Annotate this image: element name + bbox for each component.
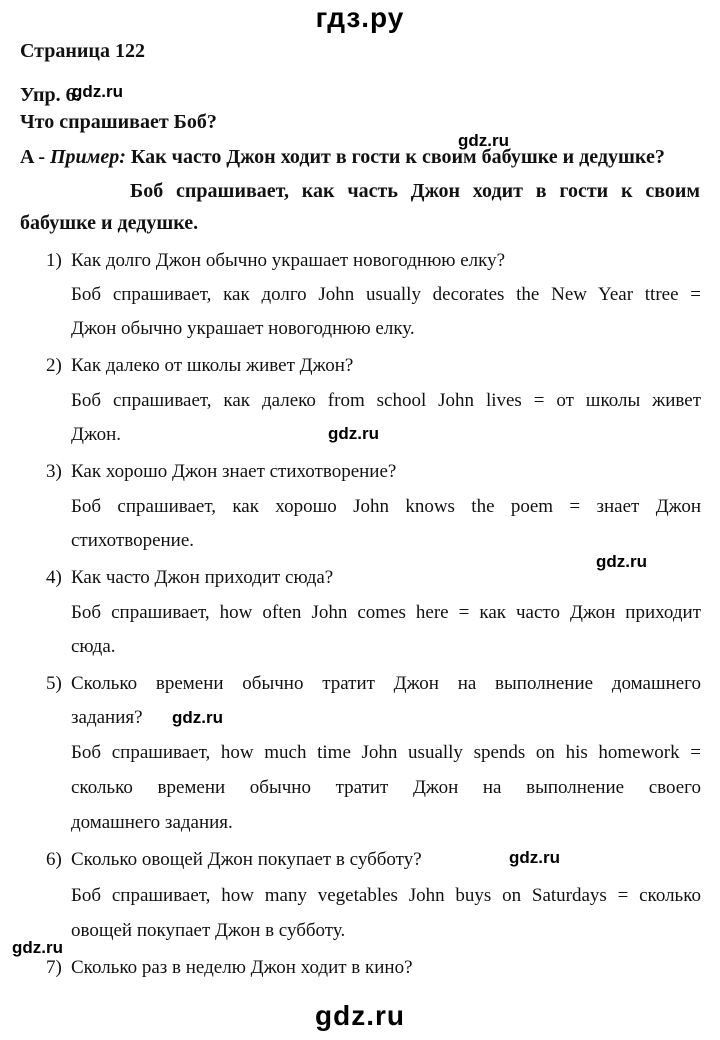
item-number: 1) (46, 250, 62, 271)
example-answer-line1: Боб спрашивает, как часть Джон ходит в гости к своим (130, 180, 700, 202)
example-marker: A - (20, 146, 45, 168)
item-number: 4) (46, 567, 62, 588)
item-question: Сколько овощей Джон покупает в субботу? (71, 849, 422, 870)
item-question: Как долго Джон обычно украшает новогоднюю елку? (71, 250, 506, 271)
item-question: Как далеко от школы живет Джон? (71, 355, 354, 376)
item-question: Как хорошо Джон знает стихотворение? (71, 461, 397, 482)
example-label: Пример: (50, 146, 126, 168)
watermark: gdz.ru (596, 552, 647, 571)
item-answer-line: Джон. (71, 424, 122, 445)
watermark: gdz.ru (509, 848, 560, 867)
item-answer-line: Джон обычно украшает новогоднюю елку. (71, 318, 415, 339)
watermark: gdz.ru (172, 708, 223, 727)
item-answer-line: Боб спрашивает, how much time John usually spends on his homework = (71, 742, 701, 763)
watermark: gdz.ru (328, 424, 379, 443)
item-answer-line: Боб спрашивает, how often John comes here = как часто Джон приходит (71, 602, 701, 623)
exercise-question: Что спрашивает Боб? (20, 111, 217, 133)
item-number: 5) (46, 673, 62, 694)
example-line (20, 146, 665, 169)
item-question: Как часто Джон приходит сюда? (71, 567, 334, 588)
item-answer-line: домашнего задания. (71, 812, 233, 833)
example-answer-line2: бабушке и дедушке. (20, 212, 199, 234)
watermark: gdz.ru (72, 82, 123, 101)
item-number: 6) (46, 849, 62, 870)
site-footer-logo: gdz.ru (315, 1000, 405, 1031)
item-answer-line: овощей покупает Джон в субботу. (71, 920, 346, 941)
item-answer-line: стихотворение. (71, 530, 195, 551)
item-answer-line: сюда. (71, 636, 116, 657)
page-title: Страница 122 (20, 40, 145, 62)
item-question: Сколько раз в неделю Джон ходит в кино? (71, 957, 413, 978)
item-number: 3) (46, 461, 62, 482)
exercise-number: Упр. 6. (20, 84, 81, 106)
site-header-logo: гдз.ру (315, 2, 405, 33)
watermark: gdz.ru (458, 131, 509, 150)
item-question: задания? (71, 707, 143, 728)
item-question: Сколько времени обычно тратит Джон на выполнение домашнего (71, 673, 701, 694)
watermark: gdz.ru (12, 938, 63, 957)
item-number: 7) (46, 957, 62, 978)
item-answer-line: Боб спрашивает, how many vegetables John buys on Saturdays = сколько (71, 885, 701, 906)
item-answer-line: Боб спрашивает, как долго John usually decorates the New Year ttree = (71, 284, 701, 305)
item-answer-line: Боб спрашивает, как хорошо John knows the poem = знает Джон (71, 496, 701, 517)
item-number: 2) (46, 355, 62, 376)
example-text: Как часто Джон ходит в гости к своим бабушке и дедушке? (130, 146, 665, 168)
item-answer-line: Боб спрашивает, как далеко from school John lives = от школы живет (71, 390, 701, 411)
item-answer-line: сколько времени обычно тратит Джон на выполнение своего (71, 777, 701, 798)
